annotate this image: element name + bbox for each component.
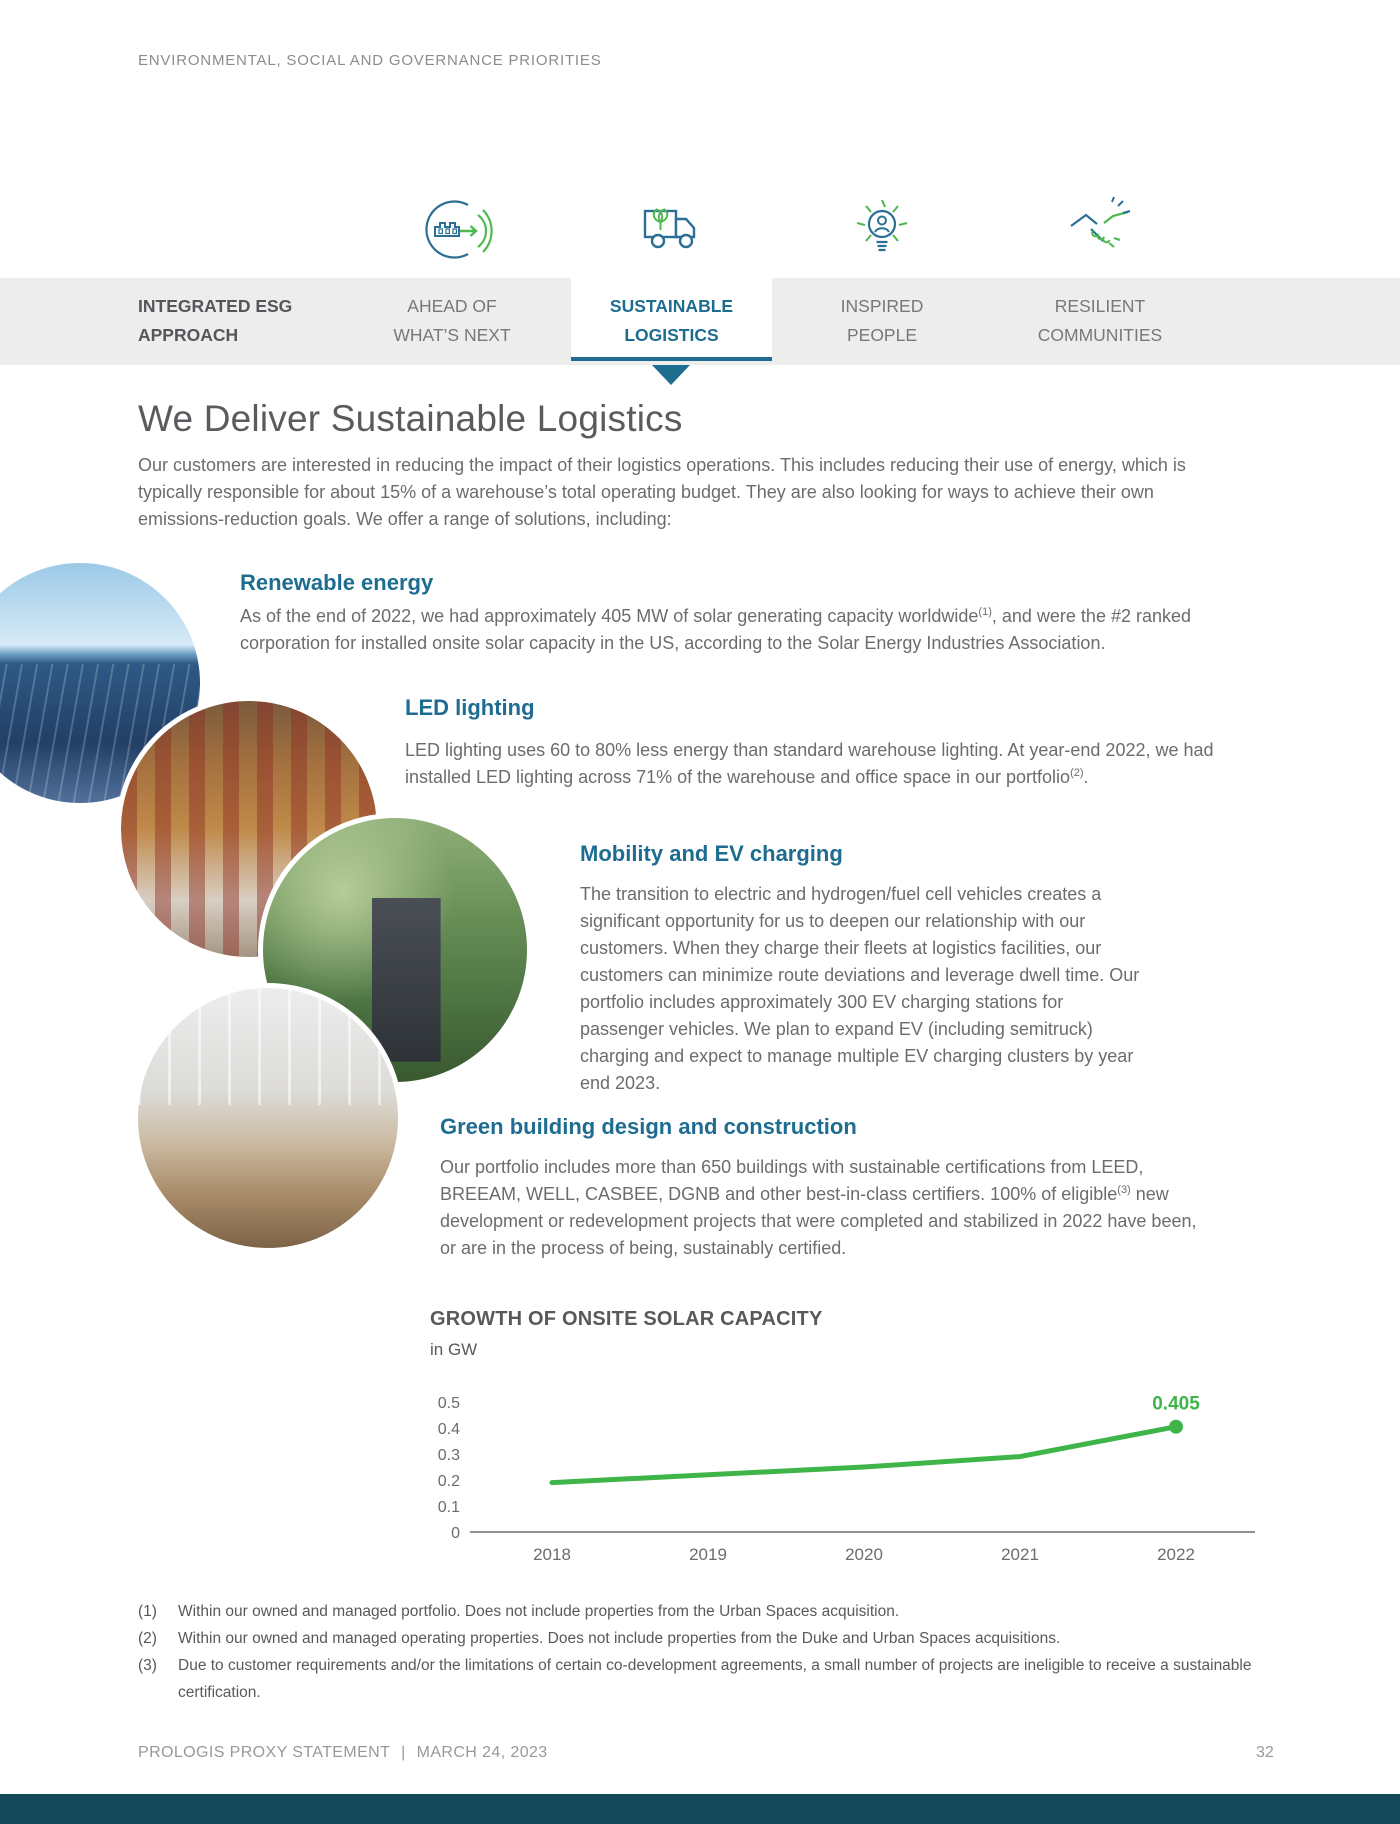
mobility-ev-charging-text: The transition to electric and hydrogen/fuel cell vehicles creates a significant opportunity for us to deepen our relationship with our customers. When they charge their fleets at logistics facilities, our customers can minimize route deviations and leverage dwell time. Our portfolio includes approximately 300 EV charging stations for passenger vehicles. We plan to expand EV (including semitruck) charging and expect to manage multiple EV charging clusters by year end 2023.: [580, 884, 1140, 1093]
footer-separator: |: [401, 1744, 406, 1761]
led-lighting-text: LED lighting uses 60 to 80% less energy than standard warehouse lighting. At year-end 2022, we had installed LED lighting across 71% of the warehouse and office space in our portfolio$^{(2)}$.: [405, 740, 1214, 787]
y-axis-tick-label: 0.2: [437, 1473, 460, 1490]
footer-doc-title: PROLOGIS PROXY STATEMENT: [138, 1744, 391, 1761]
green-building-text: Our portfolio includes more than 650 buildings with sustainable certifications from LEED, BREEAM, WELL, CASBEE, DGNB and other best-in-class certifiers. 100% of eligible$^{(3)}$ new development or redevelopment projects that were completed and stabilized in 2022 have been, or are in the process of being, sustainably certified.: [440, 1157, 1197, 1258]
chart-subtitle: in GW: [430, 1340, 478, 1359]
chart-data-label: 0.405: [1152, 1393, 1200, 1415]
footnotes: [138, 1598, 1268, 1706]
truck-leaves-icon: [637, 196, 705, 264]
renewable-energy-text: As of the end of 2022, we had approximately 405 MW of solar generating capacity worldwide$^{(1)}$, and were the #2 ranked corporation for installed onsite solar capacity in the US, according to the Solar Energy Industries Association.: [240, 606, 1192, 653]
tab-integrated-esg-approach[interactable]: INTEGRATED ESG APPROACH: [138, 296, 293, 345]
photo-warehouse-interior: [133, 983, 403, 1253]
x-axis-tick-label: 2020: [845, 1545, 883, 1564]
footnote-2: (2) Within our owned and managed operating properties. Does not include properties from the Duke and Urban Spaces acquisitions.: [138, 1630, 1061, 1647]
bottom-accent-bar: [0, 1794, 1400, 1824]
mobility-ev-charging-heading: Mobility and EV charging: [580, 841, 843, 866]
tab-resilient-communities[interactable]: RESILIENT COMMUNITIES: [1037, 296, 1163, 345]
y-axis-tick-label: 0.3: [437, 1447, 460, 1464]
chart-line: [552, 1427, 1176, 1483]
renewable-energy-heading: Renewable energy: [240, 570, 434, 595]
footnote-ref-1: (1): [978, 606, 992, 618]
page-title: We Deliver Sustainable Logistics: [138, 398, 683, 439]
x-axis-tick-label: 2022: [1157, 1545, 1195, 1564]
building-launch-icon: [422, 196, 490, 264]
footnote-ref-3: (3): [1117, 1184, 1131, 1196]
tab-sustainable-logistics-active[interactable]: SUSTAINABLE LOGISTICS: [571, 278, 772, 361]
handshake-icon: [1066, 196, 1134, 264]
green-building-heading: Green building design and construction: [440, 1114, 857, 1139]
x-axis-tick-label: 2018: [533, 1545, 571, 1564]
y-axis-tick-label: 0: [451, 1525, 460, 1542]
page-number: 32: [1256, 1744, 1274, 1761]
y-axis-tick-label: 0.1: [437, 1499, 460, 1516]
footnote-ref-2: (2): [1070, 767, 1084, 779]
lightbulb-person-icon: [848, 196, 916, 264]
footer-date: MARCH 24, 2023: [416, 1744, 548, 1761]
footnote-1: (1) Within our owned and managed portfolio. Does not include properties from the Urban Spaces acquisition.: [138, 1603, 900, 1620]
y-axis-tick-label: 0.5: [437, 1395, 460, 1412]
led-lighting-heading: LED lighting: [405, 695, 535, 720]
footnote-3: (3) Due to customer requirements and/or the limitations of certain co-development agreements, a small number of projects are ineligible to receive a sustainable certification.: [138, 1657, 1252, 1701]
active-tab-pointer: [652, 365, 690, 385]
tab-ahead-of-whats-next[interactable]: AHEAD OF WHAT’S NEXT: [393, 296, 511, 345]
chart-title: GROWTH OF ONSITE SOLAR CAPACITY: [430, 1308, 823, 1330]
page-kicker: ENVIRONMENTAL, SOCIAL AND GOVERNANCE PRIORITIES: [138, 52, 602, 69]
x-axis-tick-label: 2021: [1001, 1545, 1039, 1564]
solar-capacity-line-chart: [420, 1385, 1270, 1585]
intro-paragraph: Our customers are interested in reducing the impact of their logistics operations. This includes reducing their use of energy, which is typically responsible for about 15% of a warehouse’s total operating budget. They are also looking for ways to achieve their own emissions-reduction goals. We offer a range of solutions, including:: [138, 455, 1186, 529]
tab-inspired-people[interactable]: INSPIRED PEOPLE: [840, 296, 924, 345]
chart-end-point: [1169, 1420, 1183, 1434]
y-axis-tick-label: 0.4: [437, 1421, 460, 1438]
x-axis-tick-label: 2019: [689, 1545, 727, 1564]
footer: [138, 1744, 554, 1762]
